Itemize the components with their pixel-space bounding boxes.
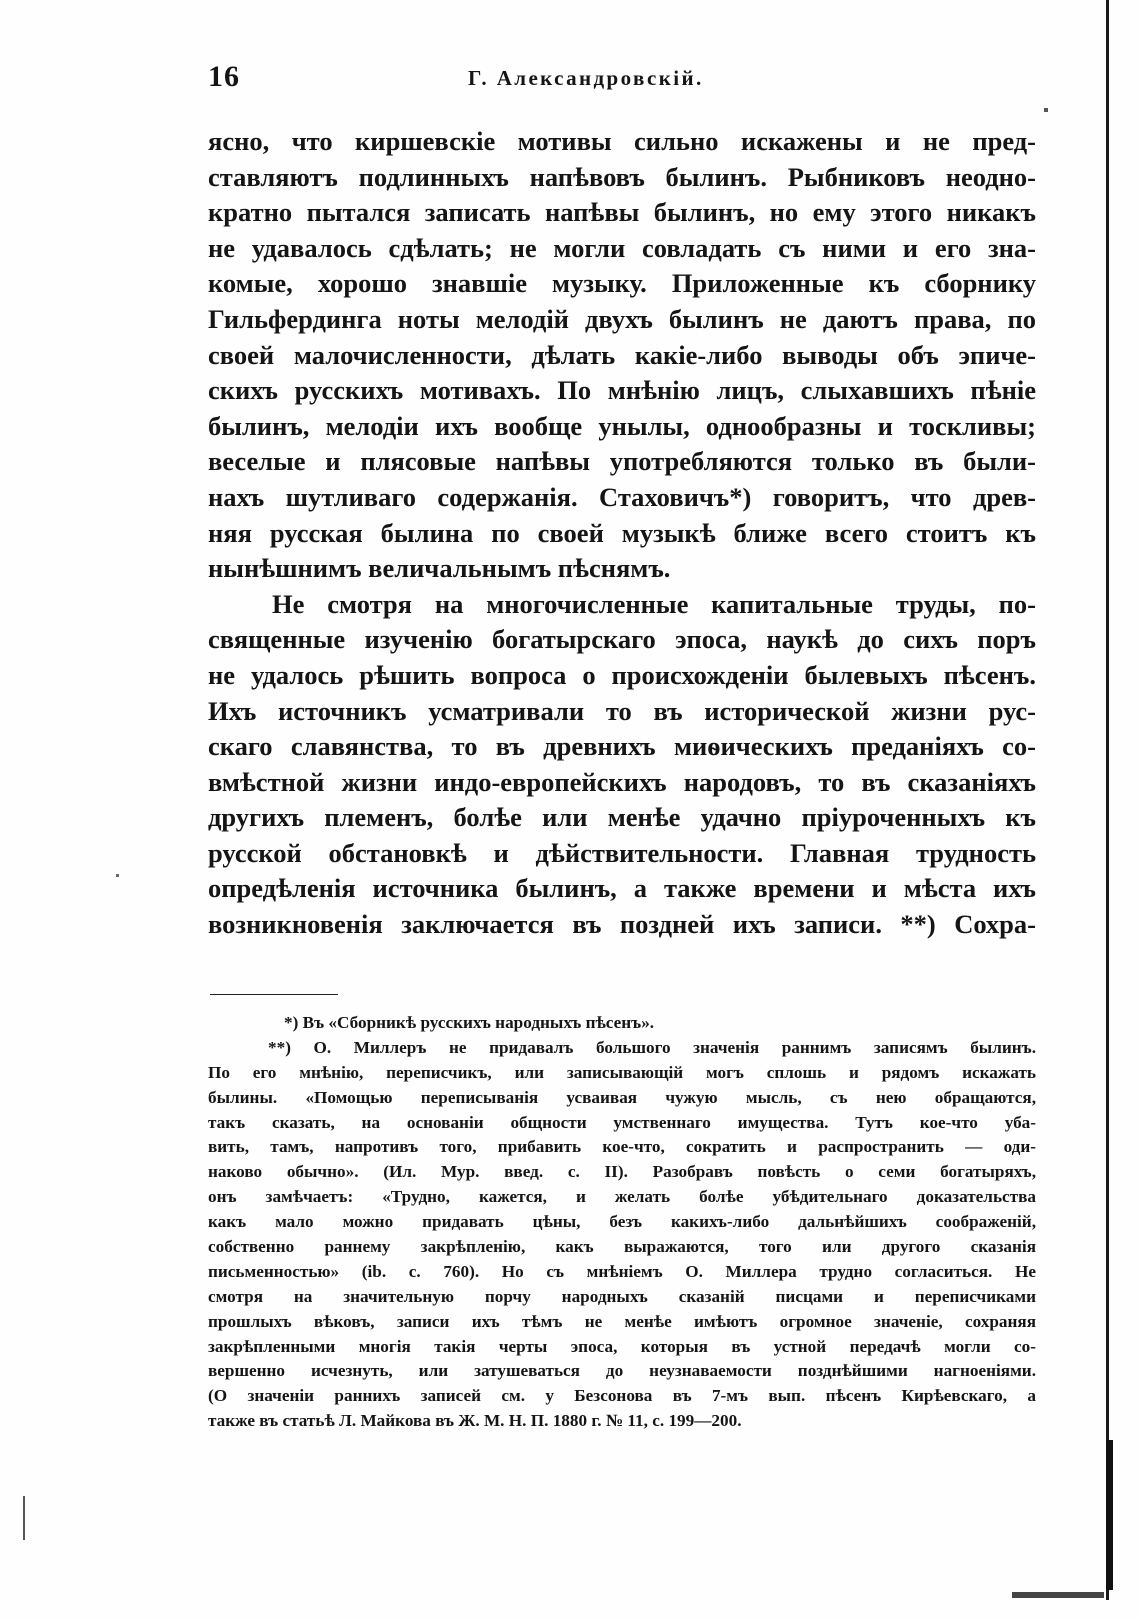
footnote-line: письменностью» (ib. с. 760). Но съ мнѣнiемъ О. Миллера трудно согласиться. Не (208, 1261, 1036, 1281)
text-line: не удалось рѣшить вопроса о происхожденiи былевыхъ пѣсенъ. (208, 659, 1036, 690)
scan-speck (116, 874, 119, 877)
text-line: былинъ, мелодiи ихъ вообще унылы, однообразны и тоскливы; (208, 410, 1036, 441)
text-line: Ихъ источникъ усматривали то въ исторической жизни рус- (208, 695, 1036, 726)
footnote-line: закрѣпленными многiя такiя черты эпоса, которыя въ устной передачѣ могли со- (208, 1336, 1036, 1356)
running-head: Г. Александровскiй. (468, 66, 704, 90)
text-line: не удавалось сдѣлать; не могли совладать съ ними и его зна- (208, 232, 1036, 263)
footnote-divider (210, 994, 338, 995)
footnote-line: *) Въ «Сборникѣ русскихъ народныхъ пѣсенъ». (284, 1013, 655, 1032)
footnotes (208, 1011, 1036, 1434)
scan-speck (1012, 1592, 1104, 1598)
text-line: другихъ племенъ, болѣе или менѣе удачно прiуроченныхъ къ (208, 802, 1036, 833)
text-line: ясно, что киршевскiе мотивы сильно искажены и не пред- (208, 126, 1036, 156)
footnote-line: прошлыхъ вѣковъ, записи ихъ тѣмъ не менѣе имѣютъ огромное значенiе, сохраняя (208, 1311, 1036, 1331)
footnote-line: собственно раннему закрѣпленiю, какъ выражаются, того или другого сказанiя (208, 1237, 1036, 1257)
main-text (208, 124, 1036, 943)
text-line: скаго славянства, то въ древнихъ миѳическихъ преданiяхъ со- (208, 731, 1036, 762)
text-line: нынѣшнимъ величальнымъ пѣснямъ. (208, 553, 671, 584)
text-line: скихъ русскихъ мотивахъ. По мнѣнiю лицъ, слыхавшихъ пѣнiе (208, 375, 1036, 406)
text-line: ставляютъ подлинныхъ напѣвовъ былинъ. Рыбниковъ неодно- (208, 161, 1036, 192)
footnote-line: вершенно исчезнуть, или затушеваться до неузнаваемости позднѣйшими нагноенiями. (208, 1361, 1036, 1381)
binding-edge-mark (1106, 0, 1109, 1600)
text-line: Гильфердинга ноты мелодiй двухъ былинъ не даютъ права, по (208, 303, 1036, 334)
text-line: своей малочисленности, дѣлать какiе-либо выводы объ эпиче- (208, 339, 1036, 370)
footnote-line: вить, тамъ, напротивъ того, прибавить кое-что, сократить и распространить — оди- (208, 1137, 1036, 1157)
text-line: возникновенiя заключается въ поздней ихъ записи. **) Сохра- (208, 909, 1036, 940)
page-header (208, 60, 1036, 100)
text-line: опредѣленiя источника былинъ, а также времени и мѣста ихъ (208, 873, 1036, 904)
footnote-line: По его мнѣнiю, переписчикъ, или записывающiй могъ сплошь и рядомъ искажать (208, 1062, 1036, 1082)
footnote-line: какъ мало можно придавать цѣны, безъ какихъ-либо дальнѣйшихъ соображенiй, (208, 1212, 1036, 1232)
footnote-line: наково обычно». (Ил. Мур. введ. с. II). Разобравъ повѣсть о семи богатыряхъ, (208, 1162, 1036, 1182)
scan-speck (23, 1496, 25, 1540)
text-line: веселые и плясовые напѣвы употребляются только въ были- (208, 446, 1036, 477)
text-line: нахъ шутливаго содержанiя. Стаховичъ*) говоритъ, что древ- (208, 481, 1036, 512)
footnote-line: былины. «Помощью переписыванiя усваивая чужую мысль, съ нею обращаются, (208, 1087, 1036, 1107)
footnote-line: онъ замѣчаетъ: «Трудно, кажется, и желать болѣе убѣдительнаго доказательства (208, 1187, 1036, 1207)
scan-speck (1106, 1440, 1113, 1590)
text-line: няя русская былина по своей музыкѣ ближе всего стоитъ къ (208, 517, 1036, 548)
text-line: кратно пытался записать напѣвы былинъ, но ему этого никакъ (208, 197, 1036, 228)
text-line: русской обстановкѣ и дѣйствительности. Главная трудность (208, 837, 1036, 868)
scan-speck (1044, 108, 1048, 112)
text-line: Не смотря на многочисленные капитальные труды, по- (272, 588, 1036, 619)
text-line: вмѣстной жизни индо-европейскихъ народовъ, то въ сказанiяхъ (208, 766, 1036, 797)
footnote-line: (О значенiи раннихъ записей см. у Безсонова въ 7-мъ вып. пѣсенъ Кирѣевскаго, а (208, 1386, 1036, 1406)
text-line: комые, хорошо знавшiе музыку. Приложенные къ сборнику (208, 268, 1036, 299)
footnote-line: **) О. Миллеръ не придавалъ большого значенiя раннимъ записямъ былинъ. (268, 1037, 1036, 1057)
text-line: священные изученiю богатырскаго эпоса, наукѣ до сихъ поръ (208, 624, 1036, 655)
footnote-line: смотря на значительную порчу народныхъ сказанiй писцами и переписчиками (208, 1286, 1036, 1306)
footnote-line: также въ статьѣ Л. Майкова въ Ж. М. Н. П. 1880 г. № 11, с. 199—200. (208, 1411, 742, 1431)
footnote-line: такъ сказать, на основанiи общности умственнаго имущества. Тутъ кое-что уба- (208, 1112, 1036, 1132)
page-number: 16 (208, 60, 240, 93)
